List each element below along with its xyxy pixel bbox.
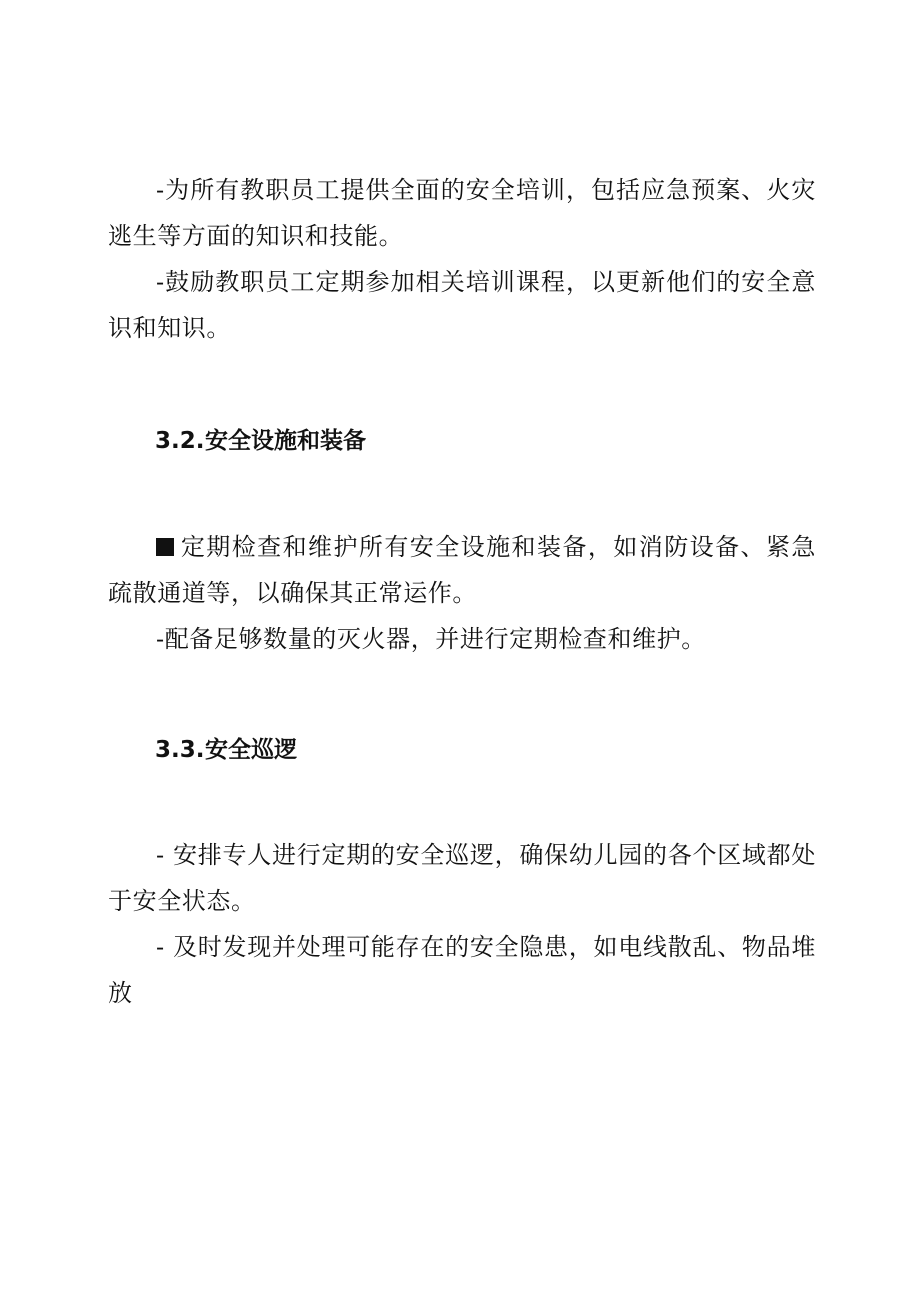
- paragraph-staff-training: -为所有教职员工提供全面的安全培训，包括应急预案、火灾逃生等方面的知识和技能。: [108, 176, 816, 250]
- paragraph-facility-inspection: [108, 524, 816, 616]
- paragraph-safety-patrol: - 安排专人进行定期的安全巡逻，确保幼儿园的各个区域都处于安全状态。: [108, 841, 816, 915]
- section-title: 安全设施和装备: [205, 428, 366, 454]
- paragraph-hazard-handling: - 及时发现并处理可能存在的安全隐患，如电线散乱、物品堆放: [108, 933, 816, 1007]
- section-heading-3-3: [155, 734, 297, 766]
- paragraph-fire-extinguishers: -配备足够数量的灭火器，并进行定期检查和维护。: [156, 625, 706, 653]
- paragraph-training-courses: -鼓励教职员工定期参加相关培训课程，以更新他们的安全意识和知识。: [108, 268, 816, 342]
- section-number: 3.3.: [155, 737, 205, 763]
- section-heading-3-2: [155, 425, 366, 457]
- paragraph-text: 定期检查和维护所有安全设施和装备，如消防设备、紧急疏散通道等，以确保其正常运作。: [108, 533, 816, 607]
- section-title: 安全巡逻: [205, 737, 297, 763]
- section-number: 3.2.: [155, 428, 205, 454]
- square-bullet-icon: [156, 538, 174, 556]
